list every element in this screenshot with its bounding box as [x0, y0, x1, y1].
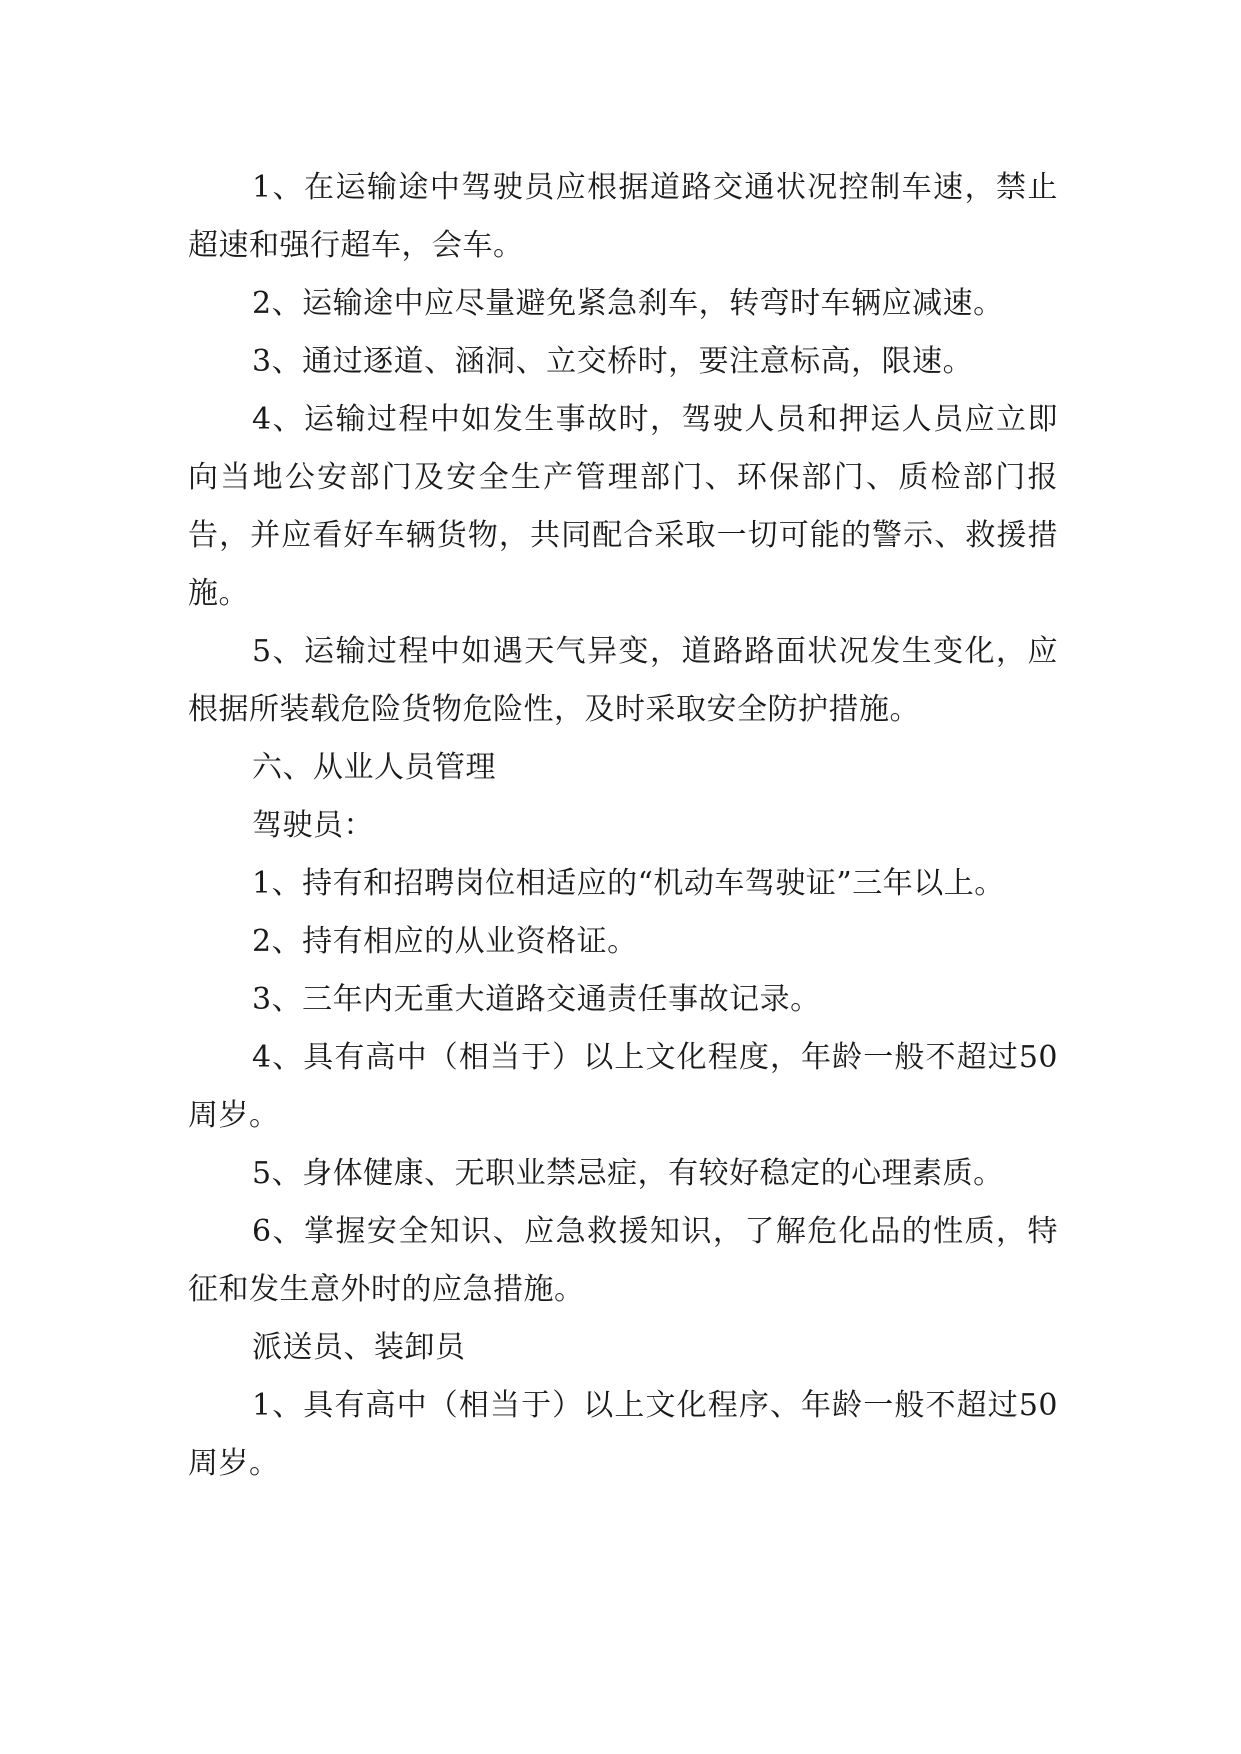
document-body — [188, 159, 1058, 1493]
paragraph-no-accident-record: 3、三年内无重大道路交通责任事故记录。 — [252, 982, 821, 1017]
paragraph-avoid-braking: 2、运输途中应尽量避免紧急刹车，转弯时车辆应减速。 — [252, 286, 1004, 321]
paragraph-weather-change: 5、运输过程中如遇天气异变，道路路面状况发生变化，应根据所装载危险货物危险性，及时采取安全防护措施。 — [188, 634, 1058, 727]
paragraph-tunnel-bridge: 3、通过逐道、涵洞、立交桥时，要注意标高，限速。 — [252, 344, 974, 379]
paragraph-health: 5、身体健康、无职业禁忌症，有较好稳定的心理素质。 — [252, 1156, 1004, 1191]
paragraph-education-age: 4、具有高中（相当于）以上文化程度，年龄一般不超过50周岁。 — [188, 1040, 1058, 1133]
section-heading-staff-management: 六、从业人员管理 — [252, 750, 496, 785]
paragraph-accident-report: 4、运输过程中如发生事故时，驾驶人员和押运人员应立即向当地公安部门及安全生产管理部门、环保部门、质检部门报告，并应看好车辆货物，共同配合采取一切可能的警示、救援措施。 — [188, 402, 1058, 611]
paragraph-transport-speed: 1、在运输途中驾驶员应根据道路交通状况控制车速，禁止超速和强行超车，会车。 — [188, 170, 1058, 263]
subheading-delivery-loader: 派送员、装卸员 — [252, 1330, 466, 1365]
subheading-driver: 驾驶员： — [252, 808, 374, 843]
paragraph-qualification: 2、持有相应的从业资格证。 — [252, 924, 638, 959]
paragraph-driver-license: 1、持有和招聘岗位相适应的“机动车驾驶证”三年以上。 — [252, 866, 1005, 901]
paragraph-delivery-education-age: 1、具有高中（相当于）以上文化程序、年龄一般不超过50周岁。 — [188, 1388, 1058, 1481]
paragraph-safety-knowledge: 6、掌握安全知识、应急救援知识，了解危化品的性质，特征和发生意外时的应急措施。 — [188, 1214, 1058, 1307]
